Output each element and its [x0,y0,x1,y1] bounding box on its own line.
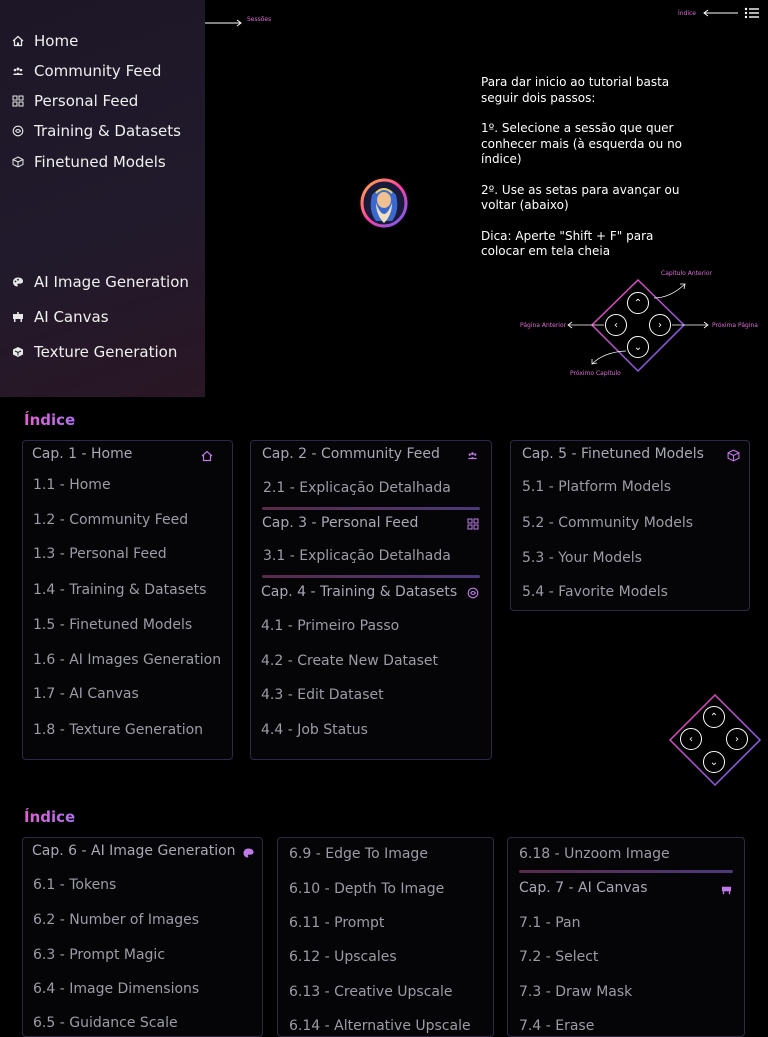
chapter-item[interactable]: 5.3 - Your Models [522,550,642,566]
index-shortcut[interactable] [678,6,760,20]
chapter-item[interactable]: 6.12 - Upscales [289,949,397,965]
chapter-item[interactable]: 4.2 - Create New Dataset [261,653,438,669]
page-navigation [668,693,762,787]
canvas-icon [720,884,733,898]
chapter-item[interactable]: 1.7 - AI Canvas [33,686,139,702]
chapter-item[interactable]: 7.3 - Draw Mask [519,984,633,1000]
chapter-card-2-4 [250,440,492,760]
sidebar-item-label: Home [34,32,79,50]
sidebar-item-home[interactable] [11,32,78,50]
sidebar-item-personal-feed[interactable] [11,92,138,110]
chevron-down-icon: ⌄ [633,341,643,353]
chapter-item[interactable]: 3.1 - Explicação Detalhada [263,548,451,564]
tutorial-tip: Dica: Aperte "Shift + F" para colocar em tela cheia [481,228,654,258]
index-title: Índice [24,808,76,826]
chapter-item[interactable]: 1.3 - Personal Feed [33,546,167,562]
training-icon [11,124,25,138]
chevron-left-icon: ‹ [614,319,618,331]
sessions-arrow-label: Sessões [247,16,272,23]
chapter-item[interactable]: 1.4 - Training & Datasets [33,582,207,598]
sidebar-item-community-feed[interactable] [11,62,161,80]
chapter-card-5 [510,440,750,611]
prev-chapter-button[interactable] [703,706,725,728]
list-icon[interactable] [744,6,760,20]
navigation-legend [520,268,765,383]
chapter-item[interactable]: 6.4 - Image Dimensions [33,981,200,997]
chapter-item[interactable]: 5.1 - Platform Models [522,479,672,495]
chapter-heading[interactable]: Cap. 2 - Community Feed [262,446,440,462]
chapter-heading[interactable]: Cap. 3 - Personal Feed [262,515,419,531]
home-icon [11,34,25,48]
chapter-item[interactable]: 6.18 - Unzoom Image [519,846,670,862]
sidebar-item-label: Training & Datasets [34,122,181,140]
chapter-item[interactable]: 1.5 - Finetuned Models [33,617,193,633]
chapter-heading[interactable]: Cap. 4 - Training & Datasets [261,584,458,600]
sidebar-item-label: Community Feed [34,62,162,80]
chapter-item[interactable]: 7.2 - Select [519,949,599,965]
sidebar-item-label: Texture Generation [34,343,178,361]
chevron-up-icon: ⌃ [709,711,719,723]
sidebar-item-label: AI Image Generation [34,273,189,291]
sidebar-item-finetuned-models[interactable] [11,153,166,171]
next-chapter-button[interactable] [703,751,725,773]
chapter-item[interactable]: 6.14 - Alternative Upscale [289,1018,471,1034]
chevron-right-icon: › [735,733,739,745]
grid-icon [11,94,25,108]
sidebar-item-ai-canvas[interactable] [11,308,109,326]
canvas-icon [11,310,25,324]
chapter-item[interactable]: 7.1 - Pan [519,915,581,931]
chapter-item[interactable]: 2.1 - Explicação Detalhada [263,480,451,496]
chapter-heading[interactable]: Cap. 7 - AI Canvas [519,880,648,896]
chapter-divider [519,870,733,873]
tutorial-step-2: 2º. Use as setas para avançar ou voltar (abaixo) [481,182,680,212]
chapter-divider [262,575,480,578]
arrow-right-icon [205,17,245,29]
chapter-heading[interactable]: Cap. 5 - Finetuned Models [522,446,704,462]
tutorial-step-1: 1º. Selecione a sessão que quer conhecer mais (à esquerda ou no índice) [481,121,683,166]
chevron-left-icon: ‹ [689,733,693,745]
sidebar-item-ai-image-generation[interactable] [11,273,189,291]
chapter-item[interactable]: 1.1 - Home [33,477,111,493]
chapter-item[interactable]: 4.1 - Primeiro Passo [261,618,400,634]
texture-icon [11,345,25,359]
chapter-item[interactable]: 7.4 - Erase [519,1018,595,1034]
next-chapter-label: Próximo Capítulo [570,370,621,377]
chapter-card-7 [507,837,745,1037]
chapter-item[interactable]: 6.9 - Edge To Image [289,846,428,862]
chapter-card-6 [22,837,263,1037]
community-icon [11,64,25,78]
chapter-item[interactable]: 1.6 - AI Images Generation [33,652,222,668]
sidebar-item-texture-generation[interactable] [11,343,177,361]
app-logo [356,175,412,231]
index-title: Índice [24,411,76,429]
chapter-item[interactable]: 5.2 - Community Models [522,515,694,531]
palette-icon [242,847,255,862]
sessions-arrow [205,14,272,33]
chapter-item[interactable]: 6.13 - Creative Upscale [289,984,453,1000]
prev-page-label: Página Anterior [520,322,567,329]
next-page-label: Próxima Página [712,322,758,329]
chapter-heading[interactable]: Cap. 6 - AI Image Generation [32,843,236,859]
cube-icon [11,155,25,169]
chapter-item[interactable]: 6.3 - Prompt Magic [33,947,166,963]
sidebar-item-label: AI Canvas [34,308,109,326]
chevron-down-icon: ⌄ [709,756,719,768]
index-shortcut-label: Índice [677,9,696,17]
cube-icon [727,449,740,465]
prev-page-button[interactable] [680,728,702,750]
chapter-heading[interactable]: Cap. 1 - Home [32,446,133,462]
chapter-item[interactable]: 6.11 - Prompt [289,915,385,931]
tutorial-instructions [481,75,696,275]
sidebar-item-training-datasets[interactable] [11,122,181,140]
chapter-item[interactable]: 6.2 - Number of Images [33,912,199,928]
sidebar-item-label: Finetuned Models [34,153,166,171]
chapter-item[interactable]: 1.2 - Community Feed [33,512,189,528]
prev-page-button[interactable] [605,314,627,336]
grid-icon [467,518,479,533]
chapter-divider [262,507,480,510]
tutorial-intro: Para dar inicio ao tutorial basta seguir dois passos: [481,75,670,105]
prev-chapter-label: Capítulo Anterior [661,270,712,277]
chapter-item[interactable]: 4.4 - Job Status [261,722,368,738]
chapter-item[interactable]: 1.8 - Texture Generation [33,722,204,738]
training-icon [467,587,479,602]
prev-chapter-button[interactable] [627,292,649,314]
community-icon [466,450,479,464]
sidebar-item-label: Personal Feed [34,92,139,110]
next-chapter-button[interactable] [627,336,649,358]
chapter-item[interactable]: 6.1 - Tokens [33,877,117,893]
chapter-item[interactable]: 6.5 - Guidance Scale [33,1015,178,1031]
next-page-button[interactable] [726,728,748,750]
chapter-card-6-continued [277,837,494,1037]
chapter-item[interactable]: 5.4 - Favorite Models [522,584,668,600]
chapter-card-1 [22,440,233,760]
chevron-up-icon: ⌃ [633,297,643,309]
chapter-item[interactable]: 6.10 - Depth To Image [289,881,445,897]
chevron-right-icon: › [658,319,662,331]
chapter-item[interactable]: 4.3 - Edit Dataset [261,687,384,703]
palette-icon [11,275,25,289]
sidebar [0,0,205,397]
arrow-left-icon [702,7,738,19]
next-page-button[interactable] [649,314,671,336]
home-icon [201,450,213,465]
